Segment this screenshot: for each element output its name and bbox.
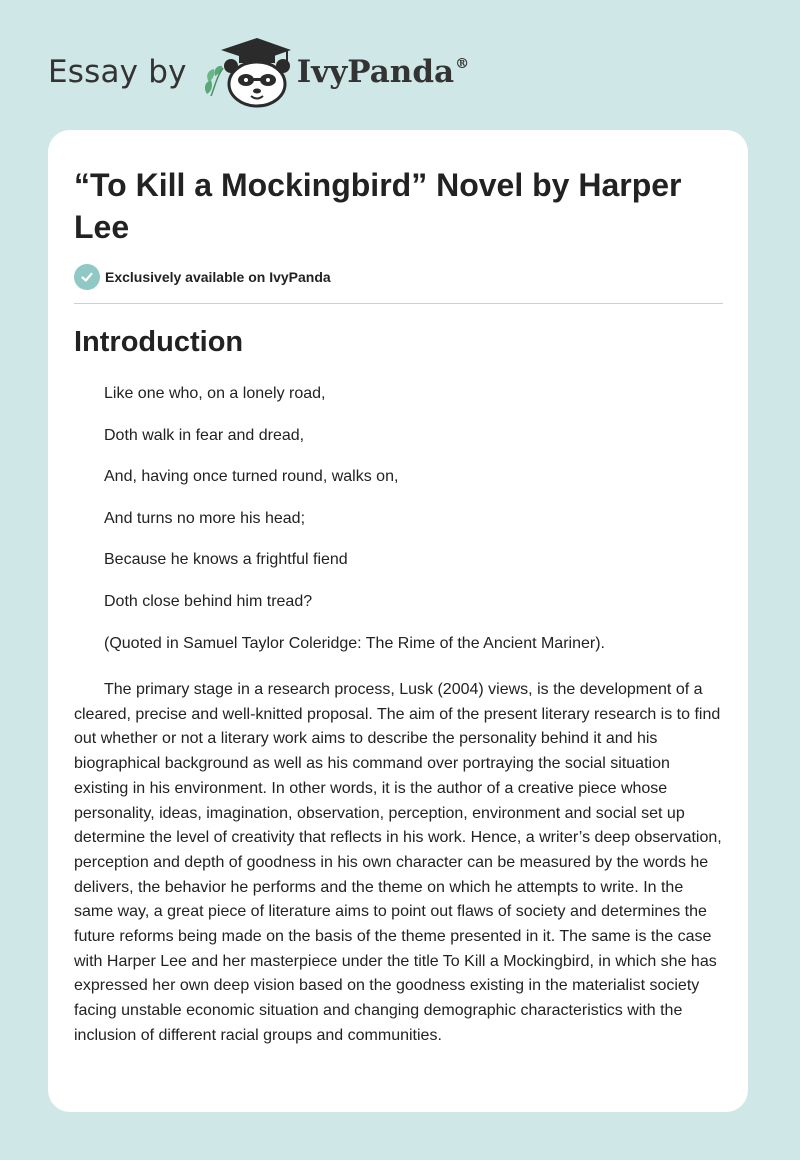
essay-by-label: Essay by — [48, 54, 187, 90]
poem-line: Doth walk in fear and dread, — [104, 426, 305, 444]
poem-line: Like one who, on a lonely road, — [104, 385, 326, 402]
article-title: “To Kill a Mockingbird” Novel by Harper Lee — [74, 167, 682, 245]
poem-line: Doth close behind him tread? — [104, 592, 313, 610]
ivypanda-logo-icon[interactable] — [201, 36, 293, 108]
poem-line: And, having once turned round, walks on, — [104, 468, 399, 486]
body-paragraph: The primary stage in a research process, Lusk (2004) views, is the development of a cleared, precise and well-knitted proposal. The aim of the present literary research is to find out whether or not a literary work aims to describe the personality behind it and his biographical background as well as his command over portraying the social situation existing in his environment. In other words, it is the author of a creative piece whose personality, ideas, imagination, observation, perception, environment and social set up determine the level of creativity that reflects in his work. Hence, a writer’s deep observation, perception and depth of goodness in his own character can be measured by the words he delivers, the behavior he performs and the theme on which he attempts to write. In the same way, a great piece of literature aims to point out flaws of society and determines the future reforms being made on the basis of the theme presented in it. The same is the case with Harper Lee and her masterpiece under the title To Kill a Mockingbird, in which she has expressed her own deep vision based on the goodness existing in the materialist society facing unstable economic situation and changing demographic characteristics with the inclusion of different racial groups and communities. — [74, 681, 722, 1044]
article-card — [48, 130, 748, 1112]
poem-quote — [104, 384, 724, 675]
registered-mark: ® — [455, 56, 470, 72]
section-heading: Introduction — [74, 326, 244, 358]
badge-label: Exclusively available on IvyPanda — [105, 269, 331, 285]
poem-line: Because he knows a frightful fiend — [104, 551, 348, 569]
poem-citation: (Quoted in Samuel Taylor Coleridge: The Rime of the Ancient Mariner). — [104, 634, 605, 652]
check-icon — [74, 264, 100, 290]
ivy-leaf-icon — [205, 66, 223, 96]
site-header — [48, 36, 469, 108]
brand-text: IvyPanda — [296, 54, 455, 90]
brand-name[interactable] — [297, 54, 469, 90]
divider — [74, 303, 723, 304]
poem-line: And turns no more his head; — [104, 509, 306, 527]
exclusive-badge — [74, 264, 331, 290]
